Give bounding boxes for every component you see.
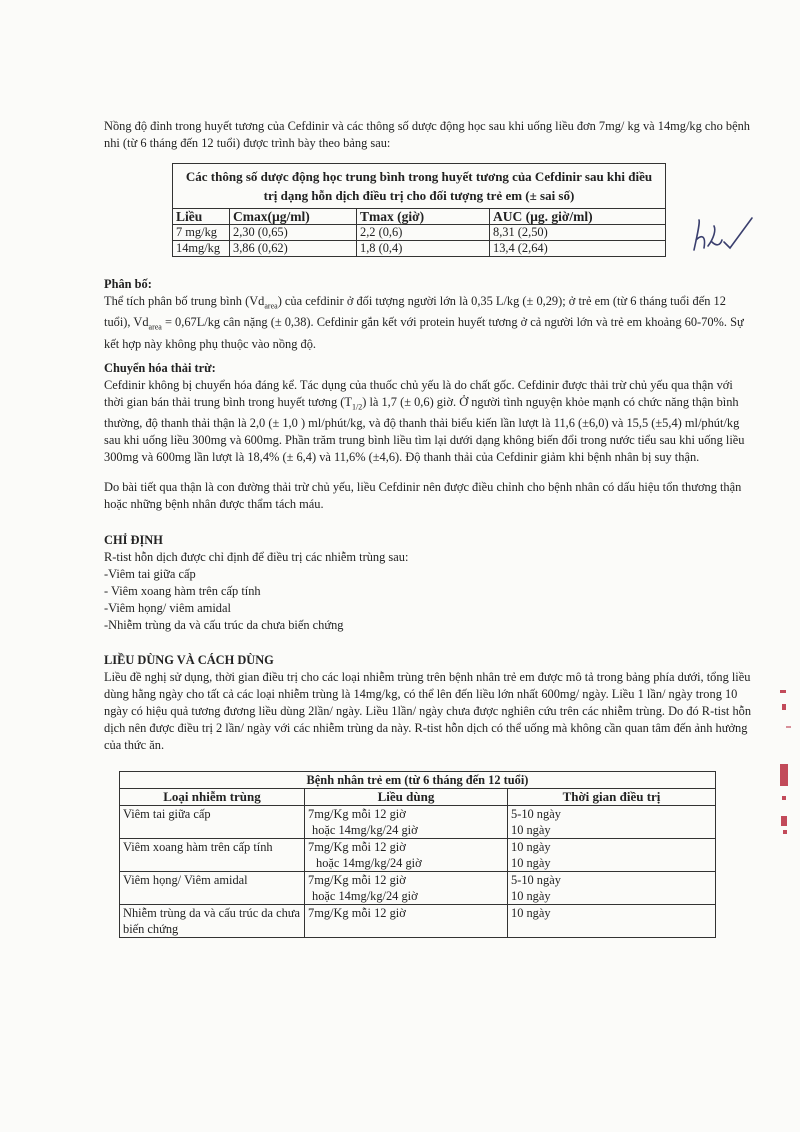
list-item: - Viêm xoang hàm trên cấp tính <box>104 584 261 598</box>
table-cell: 10 ngày <box>508 905 716 938</box>
metabolism-heading: Chuyển hóa thải trừ: <box>104 361 216 375</box>
table-cell: 7mg/Kg mỗi 12 giờ hoặc 14mg/kg/24 giờ <box>305 872 508 905</box>
table-row <box>120 872 716 905</box>
metabolism-paragraph: Cefdinir không bị chuyển hóa đáng kể. Tác dụng của thuốc chủ yếu là do chất gốc. Cefdinir được thải trừ chủ yếu qua thận với thời gian bán thải trung bình trong huyết tương $(T_{1/2})$ là 1,7 (± 0,6) giờ. Ở người tình nguyện khỏe mạnh có chức năng thận bình thường, độ thanh thải thận là 2,0 (± 1,0 ) ml/phút/kg, và độ thanh thải biểu kiến lần lượt là 11,6 (±6,0) và 15,5 (±5,4) ml/phút/kg sau khi uống liều 300mg và 600mg. Phần trăm trung bình liều tìm lại dưới dạng không biến đổi trong nước tiểu sau khi uống liều 300mg và 600mg lần lượt là 18,4% (± 6,4) và 11,6% (±4,6). Độ thanh thải của Cefdinir giảm khi bệnh nhân bị suy thận. <box>104 378 745 465</box>
table-cell: 5-10 ngày 10 ngày <box>508 872 716 905</box>
pk-table-caption: Các thông số dược động học trung bình trong huyết tương của Cefdinir sau khi điều trị dạng hỗn dịch điều trị cho đối tượng trẻ em (± sai số) <box>173 164 666 209</box>
table-cell: 7mg/Kg mỗi 12 giờ hoặc 14mg/kg/24 giờ <box>305 839 508 872</box>
distribution-heading: Phân bố: <box>104 277 152 291</box>
dosage-table-caption: Bệnh nhân trẻ em (từ 6 tháng đến 12 tuổi) <box>120 772 716 789</box>
table-cell: 3,86 (0,62) <box>230 241 357 257</box>
distribution-paragraph: Thể tích phân bố trung bình $(Vd_{area})$ của cefdinir ở đối tượng người lớn là 0,35 L/kg (± 0,29); ở trẻ em (từ 6 tháng tuổi đến 12 tuổi), $Vd_{area} = 0,67L/kg$ cân nặng (± 0,38). Cefdinir gắn kết với protein huyết tương ở cả người lớn và trẻ em khoảng 60-70%. Sự kết hợp này không phụ thuộc vào nồng độ. <box>104 294 744 351</box>
pk-header-dose: Liều <box>173 209 230 225</box>
pk-header-cmax: Cmax(µg/ml) <box>230 209 357 225</box>
table-cell: Viêm họng/ Viêm amidal <box>120 872 305 905</box>
dosage-heading: LIỀU DÙNG VÀ CÁCH DÙNG <box>104 653 274 667</box>
table-cell: 13,4 (2,64) <box>490 241 666 257</box>
indication-intro: R-tist hỗn dịch được chỉ định để điều trị các nhiễm trùng sau: <box>104 550 409 564</box>
table-row <box>120 806 716 839</box>
table-row <box>120 905 716 938</box>
table-row <box>120 839 716 872</box>
list-item: -Viêm tai giữa cấp <box>104 567 196 581</box>
pk-parameters-table <box>172 163 666 257</box>
pk-header-auc: AUC (µg. giờ/ml) <box>490 209 666 225</box>
handwritten-initials <box>690 212 760 260</box>
table-cell: 7mg/Kg mỗi 12 giờ hoặc 14mg/kg/24 giờ <box>305 806 508 839</box>
edge-stamp-marks <box>776 690 796 890</box>
pk-header-tmax: Tmax (giờ) <box>357 209 490 225</box>
table-cell: Viêm tai giữa cấp <box>120 806 305 839</box>
dosage-header-infection: Loại nhiễm trùng <box>120 789 305 806</box>
renal-adjustment-paragraph: Do bài tiết qua thận là con đường thải trừ chủ yếu, liều Cefdinir nên được điều chỉnh cho bệnh nhân có dấu hiệu tổn thương thận hoặc những bệnh nhân được thẩm tách máu. <box>104 480 742 511</box>
table-cell: 7 mg/kg <box>173 225 230 241</box>
table-cell: 7mg/Kg mỗi 12 giờ <box>305 905 508 938</box>
table-cell: 2,2 (0,6) <box>357 225 490 241</box>
dosage-table <box>119 771 716 938</box>
table-cell: Viêm xoang hàm trên cấp tính <box>120 839 305 872</box>
dosage-paragraph: Liều đề nghị sử dụng, thời gian điều trị cho các loại nhiễm trùng trên bệnh nhân trẻ em được mô tả trong bảng phía dưới, tổng liều dùng hằng ngày cho tất cả các loại nhiễm trùng là 14mg/kg, có thể lên đến liều lớn nhất 600mg/ ngày. Liều 1 lần/ ngày trong 10 ngày có hiệu quả tương đương liều dùng 2lần/ ngày. Liều 1lần/ ngày chưa được nghiên cứu trên các nhiễm trùng. Do đó R-tist hỗn dịch nên được điều trị 2 lần/ ngày với các nhiễm trùng da này. R-tist hỗn dịch có thể uống mà không cần quan tâm đến ảnh hưởng của thức ăn. <box>104 670 752 752</box>
table-cell: 10 ngày 10 ngày <box>508 839 716 872</box>
list-item: -Nhiễm trùng da và cấu trúc da chưa biến chứng <box>104 618 344 632</box>
indication-heading: CHỈ ĐỊNH <box>104 533 163 547</box>
table-row <box>173 241 666 257</box>
list-item: -Viêm họng/ viêm amidal <box>104 601 231 615</box>
table-cell: 2,30 (0,65) <box>230 225 357 241</box>
table-cell: Nhiễm trùng da và cấu trúc da chưa biến chứng <box>120 905 305 938</box>
table-cell: 14mg/kg <box>173 241 230 257</box>
dosage-header-duration: Thời gian điều trị <box>508 789 716 806</box>
table-cell: 8,31 (2,50) <box>490 225 666 241</box>
intro-paragraph: Nồng độ đỉnh trong huyết tương của Cefdinir và các thông số dược động học sau khi uống liều đơn 7mg/ kg và 14mg/kg cho bệnh nhi (từ 6 tháng đến 12 tuổi) được trình bày theo bảng sau: <box>104 119 750 150</box>
table-cell: 5-10 ngày 10 ngày <box>508 806 716 839</box>
table-row <box>173 225 666 241</box>
dosage-header-dose: Liều dùng <box>305 789 508 806</box>
table-cell: 1,8 (0,4) <box>357 241 490 257</box>
